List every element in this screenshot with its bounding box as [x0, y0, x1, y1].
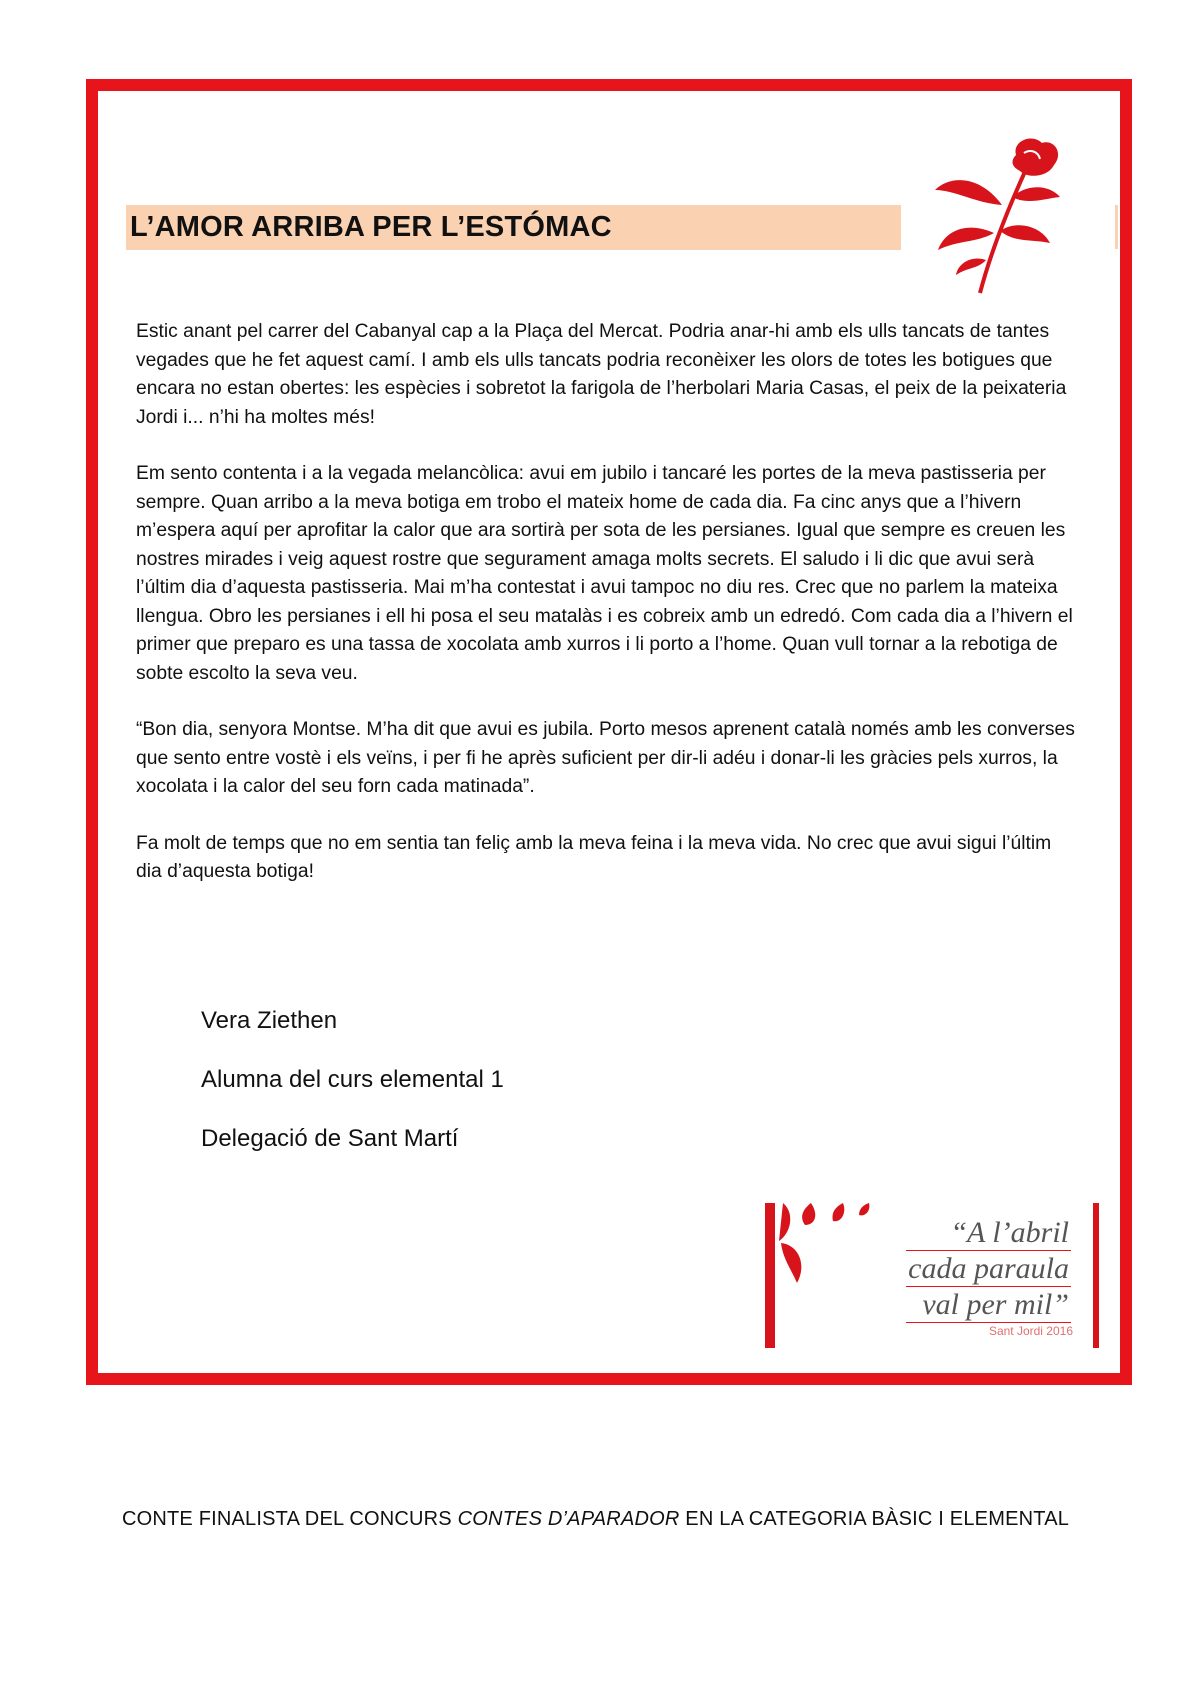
footer-contest-name: CONTES D’APARADOR: [457, 1508, 680, 1530]
logo-quote-line: “A l’abril: [906, 1215, 1071, 1251]
footer-text-end: EN LA CATEGORIA BÀSIC I ELEMENTAL: [679, 1508, 1070, 1530]
footer-text-start: CONTE FINALISTA DEL CONCURS: [121, 1508, 458, 1530]
paragraph: Em sento contenta i a la vegada melancòlica: avui em jubilo i tancaré les portes de la meva pastisseria per sempre. Quan arribo a la meva botiga em trobo el mateix home de cada dia. Fa cinc anys que a l’hivern m’espera aquí per aprofitar la calor que ara sortirà per sota de les persianes. Igual que sempre es creuen les nostres mirades i veig aquest rostre que segurament amaga molts secrets. El saludo i li dic que avui serà l’últim dia d’aquesta pastisseria. Mai m’ha contestat i avui tampoc no diu res. Crec que no parlem la mateixa llengua. Obro les persianes i ell hi posa el seu matalàs i es cobreix amb un edredó. Com cada dia a l’hivern el primer que preparo es una tassa de xocolata amb xurros i li porto a l’home. Quan vull tornar a la rebotiga de sobte escolto la seva veu.: [136, 463, 1073, 684]
author-delegation: Delegació de Sant Martí: [201, 1125, 459, 1152]
story-body: [136, 318, 1076, 915]
title-banner-end-mark: [1115, 205, 1118, 249]
rose-icon: [920, 135, 1075, 295]
rose-petals-icon: [773, 1203, 883, 1313]
paragraph: Fa molt de temps que no em sentia tan feliç amb la meva feina i la meva vida. No crec que avui sigui l’últim dia d’aquesta botiga!: [136, 832, 1052, 882]
logo-right-bar: [1093, 1203, 1099, 1348]
footer-note: [0, 1508, 1191, 1531]
title-banner: [126, 205, 901, 250]
author-name: Vera Ziethen: [201, 1007, 338, 1034]
paragraph: Estic anant pel carrer del Cabanyal cap a la Plaça del Mercat. Podria anar-hi amb els ulls tancats de tantes vegades que he fet aquest camí. I amb els ulls tancats podria reconèixer les olors de totes les botigues que encara no estan obertes: les espècies i sobretot la farigola de l’herbolari Maria Casas, el peix de la peixateria Jordi i... n’hi ha moltes més!: [136, 321, 1067, 428]
sant-jordi-logo: [765, 1203, 1101, 1348]
paragraph: “Bon dia, senyora Montse. M’ha dit que avui es jubila. Porto mesos aprenent català només amb les converses que sento entre vostè i els veïns, i per fi he après suficient per dir-li adéu i donar-li les gràcies pels xurros, la xocolata i la calor del seu forn cada matinada”.: [136, 719, 1075, 797]
logo-quote-line: val per mil”: [906, 1287, 1071, 1323]
author-role: Alumna del curs elemental 1: [201, 1066, 504, 1093]
logo-caption: Sant Jordi 2016: [988, 1324, 1073, 1338]
logo-quote: [906, 1215, 1071, 1323]
story-title: L’AMOR ARRIBA PER L’ESTÓMAC: [130, 211, 612, 243]
logo-quote-line: cada paraula: [908, 1252, 1069, 1285]
